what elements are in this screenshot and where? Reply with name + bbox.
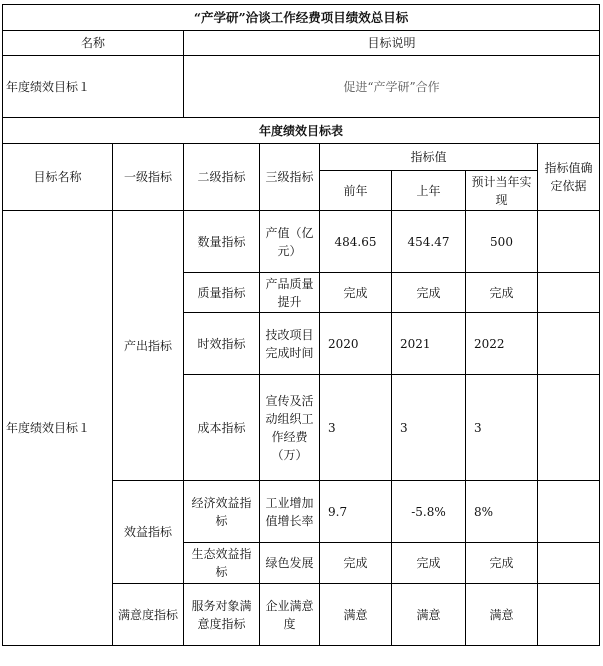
- level2-cell: 时效指标: [184, 313, 260, 375]
- level3-cell: 产品质量提升: [260, 273, 320, 313]
- last-year-value: 454.47: [392, 211, 466, 273]
- level1-header: 一级指标: [113, 144, 184, 211]
- column-header-row: [3, 144, 600, 171]
- level2-cell: 数量指标: [184, 211, 260, 273]
- forecast-value: 2022: [466, 313, 538, 375]
- level1-output: 产出指标: [113, 211, 184, 481]
- level2-cell: 成本指标: [184, 375, 260, 481]
- goal-name-cell: 年度绩效目标１: [3, 211, 113, 646]
- performance-goal-document: [2, 4, 599, 646]
- basis-header: 指标值确定依据: [538, 144, 600, 211]
- overall-goal-description: 促进“产学研”合作: [184, 56, 600, 118]
- title-row: [3, 5, 600, 31]
- level3-cell: 工业增加值增长率: [260, 481, 320, 543]
- prev-year-value: 满意: [320, 584, 392, 646]
- table-row: [3, 211, 600, 273]
- last-year-value: 3: [392, 375, 466, 481]
- level1-benefit: 效益指标: [113, 481, 184, 584]
- basis-value: [538, 584, 600, 646]
- basis-value: [538, 273, 600, 313]
- basis-value: [538, 543, 600, 584]
- goal-name-header: 目标名称: [3, 144, 113, 211]
- forecast-header: 预计当年实现: [466, 171, 538, 211]
- level3-cell: 绿色发展: [260, 543, 320, 584]
- forecast-value: 完成: [466, 543, 538, 584]
- basis-value: [538, 313, 600, 375]
- name-header: 名称: [3, 31, 184, 56]
- last-year-value: 完成: [392, 543, 466, 584]
- basis-value: [538, 375, 600, 481]
- basis-value: [538, 211, 600, 273]
- overall-goal-name: 年度绩效目标１: [3, 56, 184, 118]
- level3-cell: 宣传及活动组织工作经费（万）: [260, 375, 320, 481]
- level2-cell: 质量指标: [184, 273, 260, 313]
- forecast-value: 完成: [466, 273, 538, 313]
- level3-cell: 企业满意度: [260, 584, 320, 646]
- values-header: 指标值: [320, 144, 538, 171]
- last-year-value: 满意: [392, 584, 466, 646]
- prev-year-value: 2020: [320, 313, 392, 375]
- document-title: “产学研”洽谈工作经费项目绩效总目标: [3, 5, 600, 31]
- level1-satisfaction: 满意度指标: [113, 584, 184, 646]
- forecast-value: 满意: [466, 584, 538, 646]
- level2-cell: 服务对象满意度指标: [184, 584, 260, 646]
- last-year-value: 完成: [392, 273, 466, 313]
- level3-cell: 产值（亿元）: [260, 211, 320, 273]
- forecast-value: 500: [466, 211, 538, 273]
- top-header-row: [3, 31, 600, 56]
- level2-header: 二级指标: [184, 144, 260, 211]
- overall-goal-row: [3, 56, 600, 118]
- forecast-value: 3: [466, 375, 538, 481]
- prev-year-value: 完成: [320, 273, 392, 313]
- annual-table-title: 年度绩效目标表: [3, 118, 600, 144]
- last-year-header: 上年: [392, 171, 466, 211]
- level2-cell: 经济效益指标: [184, 481, 260, 543]
- table-title-row: [3, 118, 600, 144]
- prev-year-header: 前年: [320, 171, 392, 211]
- prev-year-value: 3: [320, 375, 392, 481]
- level3-cell: 技改项目完成时间: [260, 313, 320, 375]
- last-year-value: 2021: [392, 313, 466, 375]
- forecast-value: 8%: [466, 481, 538, 543]
- last-year-value: -5.8%: [392, 481, 466, 543]
- prev-year-value: 9.7: [320, 481, 392, 543]
- prev-year-value: 484.65: [320, 211, 392, 273]
- level3-header: 三级指标: [260, 144, 320, 211]
- level2-cell: 生态效益指标: [184, 543, 260, 584]
- performance-goal-table: [2, 4, 600, 646]
- prev-year-value: 完成: [320, 543, 392, 584]
- basis-value: [538, 481, 600, 543]
- description-header: 目标说明: [184, 31, 600, 56]
